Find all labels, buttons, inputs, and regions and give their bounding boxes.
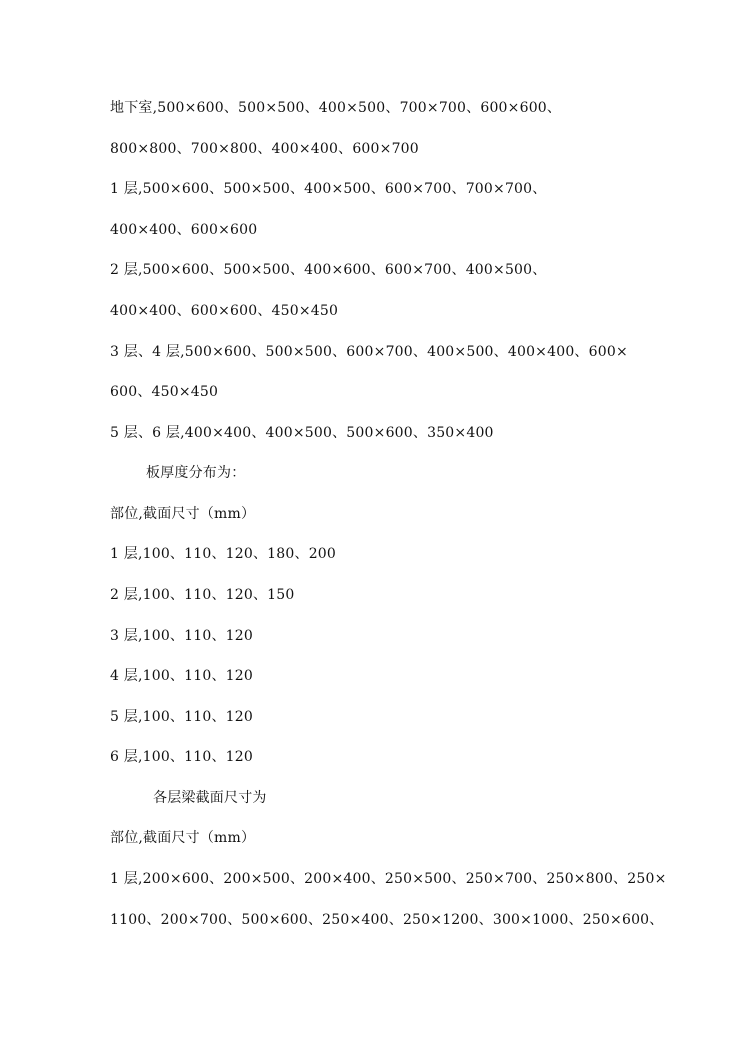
column-size-line: 800×800、700×800、400×400、600×700: [110, 141, 419, 157]
slab-thickness-line: 4 层,100、110、120: [110, 668, 253, 684]
slab-thickness-line: 5 层,100、110、120: [110, 709, 253, 725]
beam-size-line: 1 层,200×600、200×500、200×400、250×500、250×700、250×800、250×: [110, 871, 667, 887]
beam-size-line: 1100、200×700、500×600、250×400、250×1200、300×1000、250×600、: [110, 912, 664, 928]
column-size-line: 400×400、600×600: [110, 222, 258, 238]
column-size-line: 1 层,500×600、500×500、400×500、600×700、700×700、: [110, 181, 547, 197]
beam-table-header: 部位,截面尺寸（mm）: [110, 830, 256, 846]
column-size-line: 600、450×450: [110, 384, 219, 400]
column-size-line: 地下室,500×600、500×500、400×500、700×700、600×600、: [110, 100, 562, 116]
slab-thickness-line: 2 层,100、110、120、150: [110, 587, 295, 603]
beam-section-heading: 各层梁截面尺寸为: [153, 790, 267, 806]
column-size-line: 5 层、6 层,400×400、400×500、500×600、350×400: [110, 425, 494, 441]
column-size-line: 400×400、600×600、450×450: [110, 303, 339, 319]
column-size-line: 2 层,500×600、500×500、400×600、600×700、400×500、: [110, 262, 547, 278]
slab-thickness-line: 3 层,100、110、120: [110, 628, 253, 644]
column-size-line: 3 层、4 层,500×600、500×500、600×700、400×500、400×400、600×: [110, 344, 628, 360]
slab-table-header: 部位,截面尺寸（mm）: [110, 506, 256, 522]
slab-thickness-line: 6 层,100、110、120: [110, 749, 253, 765]
slab-thickness-line: 1 层,100、110、120、180、200: [110, 546, 337, 562]
slab-thickness-heading: 板厚度分布为：: [146, 465, 246, 481]
